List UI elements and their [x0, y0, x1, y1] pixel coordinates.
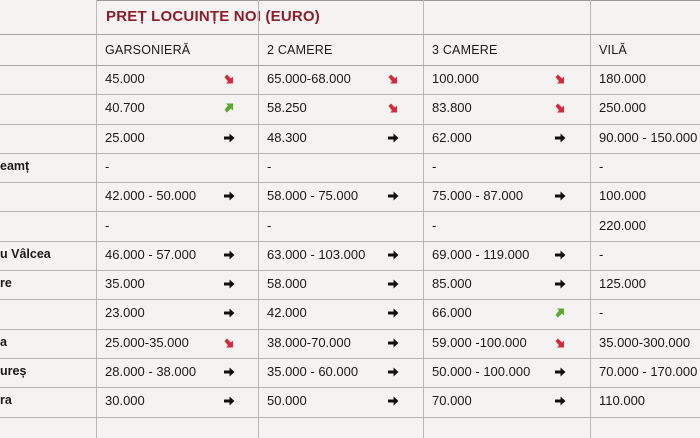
price-cell: 58.250 — [267, 100, 307, 116]
header-row — [0, 34, 700, 66]
price-cell: 90.000 - 150.000 — [599, 129, 698, 145]
price-cell: 42.000 — [267, 305, 307, 321]
table-row — [0, 358, 700, 388]
city-label: u Vâlcea — [0, 246, 51, 261]
arrow-right-icon — [222, 131, 236, 145]
arrow-right-icon — [386, 306, 400, 320]
arrow-right-icon — [222, 394, 236, 408]
arrow-right-icon — [553, 365, 567, 379]
arrow-right-icon — [222, 365, 236, 379]
price-cell: 85.000 — [432, 276, 472, 292]
price-cell: - — [105, 158, 110, 174]
arrow-right-icon — [553, 248, 567, 262]
column-header-vila: VILĂ — [599, 43, 627, 57]
table-row — [0, 182, 700, 212]
price-cell: - — [432, 217, 437, 233]
price-cell: 48.300 — [267, 129, 307, 145]
price-cell: 250.000 — [599, 100, 646, 116]
column-header-2-camere: 2 CAMERE — [267, 43, 333, 57]
table-row — [0, 270, 700, 300]
city-label: a — [0, 334, 7, 349]
price-cell: - — [599, 158, 604, 174]
price-cell: 50.000 - 100.000 — [432, 364, 531, 379]
price-cell: 63.000 - 103.000 — [267, 246, 366, 262]
price-cell: 125.000 — [599, 276, 646, 292]
price-cell: 35.000 - 60.000 — [267, 364, 359, 379]
arrow-down-right-icon — [553, 101, 567, 115]
table-row — [0, 124, 700, 154]
price-cell: 38.000-70.000 — [267, 334, 351, 350]
city-label: ra — [0, 393, 12, 408]
price-cell: 58.000 — [267, 276, 307, 292]
city-label: eamț — [0, 158, 30, 173]
column-header-3-camere: 3 CAMERE — [432, 43, 498, 57]
arrow-down-right-icon — [553, 72, 567, 86]
city-label: ureș — [0, 364, 27, 378]
price-cell: 58.000 - 75.000 — [267, 188, 359, 204]
arrow-right-icon — [222, 306, 236, 320]
price-cell: 46.000 - 57.000 — [105, 246, 197, 262]
table-row — [0, 212, 700, 242]
price-cell: - — [432, 158, 437, 174]
arrow-right-icon — [386, 189, 400, 203]
arrow-down-right-icon — [222, 336, 236, 350]
price-cell: 59.000 -100.000 — [432, 334, 527, 350]
price-cell: 62.000 — [432, 129, 472, 145]
arrow-right-icon — [386, 365, 400, 379]
arrow-right-icon — [386, 131, 400, 145]
price-cell: 50.000 — [267, 393, 307, 409]
price-cell: 30.000 — [105, 393, 145, 409]
arrow-down-right-icon — [386, 72, 400, 86]
arrow-right-icon — [222, 277, 236, 291]
arrow-right-icon — [222, 189, 236, 203]
price-cell: 75.000 - 87.000 — [432, 188, 524, 204]
price-cell: 70.000 - 170.000 — [599, 364, 698, 379]
price-cell: - — [599, 305, 604, 321]
table-row — [0, 299, 700, 329]
arrow-up-right-icon — [553, 306, 567, 320]
price-cell: 220.000 — [599, 217, 646, 233]
price-cell: 65.000-68.000 — [267, 71, 351, 86]
price-cell: 40.700 — [105, 100, 145, 116]
arrow-right-icon — [386, 394, 400, 408]
price-cell: - — [267, 158, 272, 174]
price-cell: 42.000 - 50.000 — [105, 188, 197, 204]
price-cell: 35.000-300.000 — [599, 334, 691, 350]
arrow-right-icon — [386, 277, 400, 291]
price-cell: 28.000 - 38.000 — [105, 364, 197, 379]
arrow-down-right-icon — [222, 72, 236, 86]
price-cell: 45.000 — [105, 71, 145, 86]
arrow-right-icon — [386, 336, 400, 350]
table-row — [0, 94, 700, 124]
price-cell: - — [599, 246, 604, 262]
price-cell: 100.000 — [432, 71, 479, 86]
price-cell: 69.000 - 119.000 — [432, 246, 530, 262]
arrow-right-icon — [553, 189, 567, 203]
table-row — [0, 241, 700, 271]
price-cell: 23.000 — [105, 305, 145, 321]
top-rule — [96, 0, 700, 1]
price-cell: 110.000 — [599, 393, 646, 409]
table-row — [0, 65, 700, 95]
table-row — [0, 153, 700, 183]
price-cell: 100.000 — [599, 188, 646, 204]
price-cell: 35.000 — [105, 276, 145, 292]
arrow-right-icon — [553, 131, 567, 145]
arrow-right-icon — [222, 248, 236, 262]
table-row — [0, 387, 700, 417]
arrow-up-right-icon — [222, 101, 236, 115]
arrow-right-icon — [553, 277, 567, 291]
price-cell: 25.000-35.000 — [105, 334, 189, 350]
price-cell: 83.800 — [432, 100, 472, 116]
city-label: re — [0, 276, 12, 291]
arrow-right-icon — [553, 394, 567, 408]
arrow-right-icon — [386, 248, 400, 262]
price-cell: 25.000 — [105, 129, 145, 145]
price-cell: 180.000 — [599, 71, 646, 86]
arrow-down-right-icon — [386, 101, 400, 115]
table-title: PREȚ LOCUINȚE NOI (EURO) — [106, 8, 320, 25]
price-cell: 66.000 — [432, 305, 472, 321]
price-cell: - — [267, 217, 272, 233]
arrow-down-right-icon — [553, 336, 567, 350]
table-row — [0, 329, 700, 359]
price-cell: - — [105, 217, 110, 233]
price-cell: 70.000 — [432, 393, 472, 409]
column-header-garsoniera: GARSONIERĂ — [105, 43, 191, 57]
